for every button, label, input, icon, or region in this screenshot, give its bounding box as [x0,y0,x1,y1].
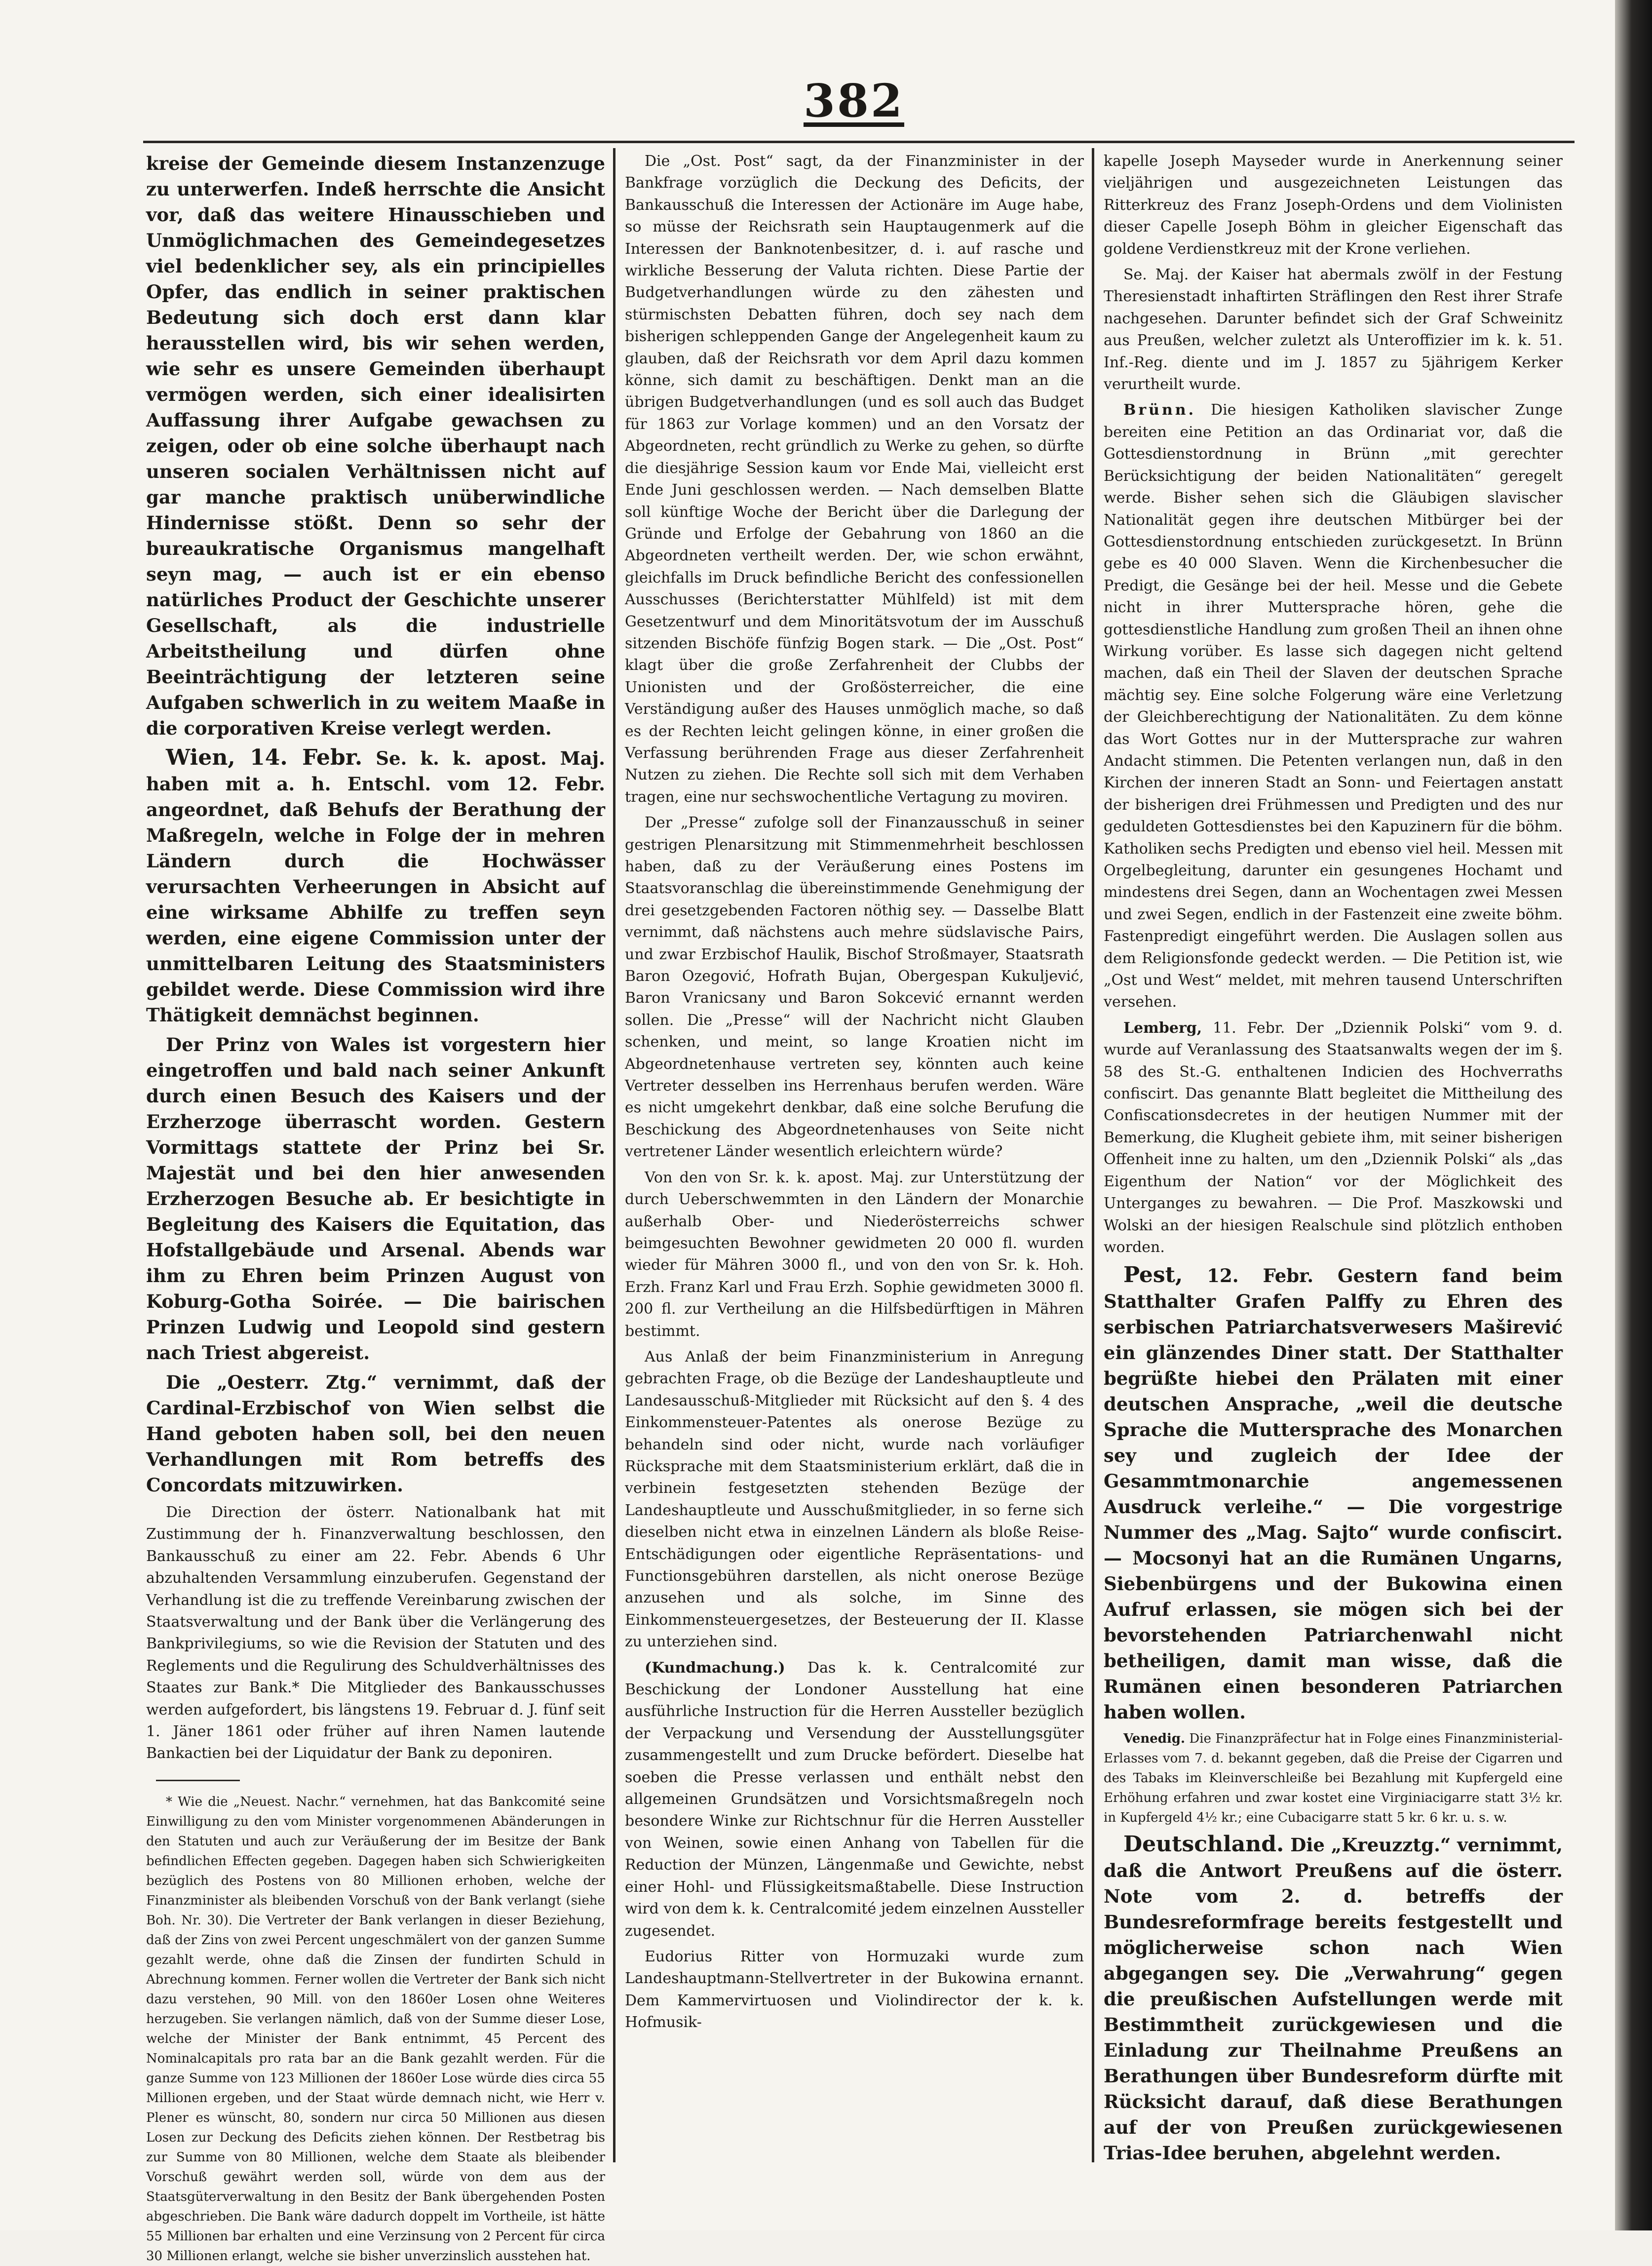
article-paragraph: Der Prinz von Wales ist vorgestern hier eingetroffen und bald nach seiner Ankunft durch einen Besuch des Kaisers und der Erzherzoge überrascht worden. Gestern Vormittags stattete der Prinz bei Sr. Majestät und bei den hier anwesenden Erzherzogen Besuche ab. Er besichtigte in Begleitung des Kaisers die Equitation, das Hofstallgebäude und Arsenal. Abends war ihm zu Ehren beim Prinzen August von Koburg-Gotha Soirée. — Die bairischen Prinzen Ludwig und Leopold sind gestern nach Triest abgereist. [146,1034,605,1364]
article-paragraph: Von den von Sr. k. k. apost. Maj. zur Unterstützung der durch Ueberschwemmten in den Ländern der Monarchie außerhalb Ober- und Niederösterreichs schwer beimgesuchten Bewohner gewidmeten 20 000 fl. wurden wieder für Mähren 3000 fl., und von den von Sr. k. Hoh. Erzh. Franz Karl und Frau Erzh. Sophie gewidmeten 3000 fl. 200 fl. zur Vertheilung an die Hilfsbedürftigen in Mähren bestimmt. [625,1169,1084,1340]
article-paragraph [1104,1017,1563,1258]
paragraph-text: Die Finanzpräfectur hat in Folge eines Finanzministerial-Erlasses vom 7. d. bekannt gegeben, daß die Preise der Cigarren und des Tabaks im Kleinverschleiße bei Bezahlung mit Kupfergeld eine Erhöhung erfahren und zwar kostet eine Virginiacigarre statt 3½ kr. in Kupfergeld 4½ kr.; eine Cubacigarre statt 5 kr. 6 kr. u. s. w. [1104,1731,1563,1826]
page-edge-shadow [1615,0,1652,2230]
paragraph-text: 12. Febr. Gestern fand beim Statthalter Grafen Palffy zu Ehren des serbischen Patriarchatsverwesers Maširević ein glänzendes Diner statt. Der Statthalter begrüßte hiebei den Prälaten mit einer deutschen Ansprache, „weil die deutsche Sprache die Muttersprache des Monarchen sey und zugleich der Idee der Gesammtmonarchie angemessenen Ausdruck verleihe.“ — Die vorgestrige Nummer des „Mag. Sajto“ wurde confiscirt. — Mocsonyi hat an die Rumänen Ungarns, Siebenbürgens und der Bukowina einen Aufruf erlassen, sie mögen sich bei der bevorstehenden Patriarchenwahl nicht betheiligen, damit man wisse, daß die Rumänen einen besonderen Patriarchen haben wollen. [1104,1265,1563,1723]
paragraph-text: Se. k. k. apost. Maj. haben mit a. h. Entschl. vom 12. Febr. angeordnet, daß Behufs der Berathung der Maßregeln, welche in Folge der in mehren Ländern durch die Hochwässer verursachten Verheerungen in Absicht auf eine wirksame Abhilfe zu treffen seyn werden, eine eigene Commission unter der unmittelbaren Leitung des Staatsministers gebildet werde. Diese Commission wird ihre Thätigkeit demnächst beginnen. [146,747,606,1026]
kundmachung-lead: (Kundmachung.) [645,1659,785,1677]
dateline-pest: Pest, [1123,1262,1183,1288]
footnote: * Wie die „Neuest. Nachr.“ vernehmen, hat das Bankcomité seine Einwilligung zu den vom Minister vorgenommenen Abänderungen in den Statuten und auch zur Veräußerung der im Besitze der Bank befindlichen Effecten gegeben. Dagegen haben sich Schwierigkeiten bezüglich des Postens von 80 Millionen erhoben, welche der Finanzminister als bleibenden Vorschuß von der Bank verlangt (siehe Boh. Nr. 30). Die Vertreter der Bank verlangen in dieser Beziehung, daß der Zins von zwei Percent ungeschmälert von der ganzen Summe gezahlt werde, ohne daß die Zinsen der fundirten Schuld in Abrechnung kommen. Ferner wollen die Vertreter der Bank sich nicht dazu verstehen, 90 Mill. von den 1860er Losen ohne Weiteres herzugeben. Sie verlangen nämlich, daß von der Summe dieser Lose, welche der Minister der Bank entnimmt, 45 Percent des Nominalcapitals pro rata bar an die Bank gezahlt werden. Für die ganze Summe von 123 Millionen der 1860er Lose würde dies circa 55 Millionen ergeben, und der Staat würde demnach nicht, wie Herr v. Plener es wünscht, 80, sondern nur circa 50 Millionen aus diesen Losen zur Deckung des Deficits ziehen können. Der Restbetrag bis zur Summe von 80 Millionen, welche dem Staate als bleibender Vorschuß gewährt werden soll, würde von dem aus der Staatsgüterverwaltung in den Besitz der Bank übergehenden Posten abgeschrieben. Die Bank wäre dadurch doppelt im Vortheile, ist hätte 55 Millionen bar erhalten und eine Verzinsung von 2 Percent für circa 30 Millionen erlangt, welche sie bisher unverzinslich ausstehen hat. [146,1794,605,2264]
article-paragraph: Die Direction der österr. Nationalbank hat mit Zustimmung der h. Finanzverwaltung beschlossen, den Bankausschuß zu einer am 22. Febr. Abends 6 Uhr abzuhaltenden Versammlung einzuberufen. Gegenstand der Verhandlung ist die zu treffende Vereinbarung zwischen der Staatsverwaltung und der Bank über die Verlängerung des Bankprivilegiums, so wie die Revision der Statuten und des Reglements und die Regulirung des Schuldverhältnisses des Staates zur Bank.* Die Mitglieder des Bankausschusses werden aufgefordert, bis längstens 19. Februar d. J. fünf seit 1. Jäner 1861 oder früher auf ihren Namen lautende Bankactien bei der Liquidatur der Bank zu deponiren. [146,1504,605,1762]
paragraph-text: Das k. k. Centralcomité zur Beschickung der Londoner Ausstellung hat eine ausführliche Instruction für die Herren Aussteller bezüglich der Verpackung und Versendung der Ausstellungsgüter zusammengestellt und zum Drucke befördert. Dieselbe hat soeben die Presse verlassen und enthält nebst den allgemeinen Grundsätzen und Vorsichtsmaßregeln noch besondere Winke zur Richtschnur für die Herren Aussteller von Weinen, sowie einen Anhang von Tabellen für die Reduction der Münzen, Längenmaße und Gewichte, nebst einer Hohl- und Flüssigkeitsmaßtabelle. Diese Instruction wird von dem k. k. Centralcomité jedem einzelnen Aussteller zugesendet. [625,1659,1084,1940]
column-2 [625,151,1084,2170]
article-paragraph: Eudorius Ritter von Hormuzaki wurde zum Landeshauptmann-Stellvertreter in der Bukowina ernannt. Dem Kammervirtuosen und Violindirector der k. k. Hofmusik- [625,1948,1084,2032]
article-paragraph [1104,399,1563,1013]
article-paragraph: Die „Oesterr. Ztg.“ vernimmt, daß der Cardinal-Erzbischof von Wien selbst die Hand geboten haben soll, bei den neuen Verhandlungen mit Rom betreffs des Concordats mitzuwirken. [146,1371,605,1496]
article-paragraph [1104,1262,1563,1725]
article-paragraph [1104,1729,1563,1828]
column-1 [146,151,606,2264]
section-deutschland: Deutschland. [1123,1832,1284,1857]
article-paragraph: Die „Ost. Post“ sagt, da der Finanzminister in der Bankfrage vorzüglich die Deckung des Deficits, der Bankausschuß die Interessen der Actionäre im Auge habe, so müsse der Reichsrath sein Hauptaugenmerk auf die Interessen der Banknotenbesitzer, d. i. auf rasche und wirkliche Besserung der Valuta richten. Diese Partie der Budgetverhandlungen würde zu den zähesten und stürmischsten Debatten führen, doch sey nach dem bisherigen schleppenden Gange der Angelegenheit kaum zu glauben, daß der Reichsrath vor dem April dazu kommen könne, sich damit zu beschäftigen. Denkt man an die übrigen Budgetverhandlungen (und es soll auch das Budget für 1863 zur Vorlage kommen) und an den Vorsatz der Abgeordneten, recht gründlich zu Werke zu gehen, so dürfte die diesjährige Session kaum vor Ende Mai, vielleicht erst Ende Juni geschlossen werden. — Nach demselben Blatte soll künftige Woche der Bericht über die Darlegung der Gründe und Erfolge der Gebahrung von 1860 an die Abgeordneten vertheilt werden. Der, wie schon erwähnt, gleichfalls im Druck befindliche Bericht des confessionellen Ausschusses (Berichterstatter Mühlfeld) ist mit dem Gesetzentwurf und dem Minoritätsvotum der im Ausschuß sitzenden Bischöfe fünfzig Bogen stark. — Die „Ost. Post“ klagt über die große Zerfahrenheit der Clubbs der Unionisten und der Großösterreicher, die eine Verständigung außer des Hauses unmöglich mache, so daß es der Rechten leicht gelingen könne, in einer großen die Verfassung berührenden Frage aus dieser Zerfahrenheit Nutzen zu ziehen. Die Rechte soll sich mit dem Verhaben tragen, eine nur sechswochentliche Vertagung zu moviren. [625,153,1084,806]
article-paragraph: Se. Maj. der Kaiser hat abermals zwölf in der Festung Theresienstadt inhaftirten Sträflingen den Rest ihrer Strafe nachgesehen. Darunter befindet sich der Graf Schweinitz aus Preußen, welcher zuletzt als Unteroffizier im k. k. 51. Inf.-Reg. diente und im J. 1857 zu 5jährigem Kerker verurtheilt wurde. [1104,266,1563,393]
article-paragraph: kapelle Joseph Mayseder wurde in Anerkennung seiner vieljährigen und ausgezeichneten Leistungen das Ritterkreuz des Franz Joseph-Ordens und dem Violinisten dieser Capelle Joseph Böhm in gleicher Eigenschaft das goldene Verdienstkreuz mit der Krone verliehen. [1104,153,1563,258]
article-paragraph [146,745,605,1028]
paragraph-text: 11. Febr. Der „Dziennik Polski“ vom 9. d. wurde auf Veranlassung des Staatsanwalts wegen der im §. 58 des St.-G. enthaltenen Indicien des Hochverraths confiscirt. Das genannte Blatt begleitet die Mittheilung des Confiscationsdecretes in der heutigen Nummer mit der Bemerkung, die Klugheit gebiete ihm, mit seiner bisherigen Offenheit inne zu halten, um den „Dziennik Polski“ als „das Eigenthum der Nation“ vor der Möglichkeit des Unterganges zu bewahren. — Die Prof. Maszkowski und Wolski an der hiesigen Realschule sind plötzlich enthoben worden. [1104,1019,1563,1256]
article-paragraph: Aus Anlaß der beim Finanzministerium in Anregung gebrachten Frage, ob die Bezüge der Landeshauptleute und Landesausschuß-Mitglieder mit Rücksicht auf den §. 4 des Einkommensteuer-Patentes als onerose Bezüge zu behandeln sind oder nicht, wurde nach vorläufiger Rücksprache mit dem Staatsministerium erklärt, daß die in verbinein festgesetzten stehenden Bezüge der Landeshauptleute und Ausschußmitglieder, in so ferne sich dieselben nicht etwa in einzelnen Ländern als bloße Reise-Entschädigungen oder eigentliche Repräsentations- und Functionsgebühren darstellen, als nicht onerose Bezüge anzusehen und als solche, im Sinne des Einkommensteuergesetzes, der Besteuerung der II. Klasse zu unterziehen sind. [625,1348,1084,1651]
page-number: 382 [803,74,905,127]
article-paragraph: Der „Presse“ zufolge soll der Finanzausschuß in seiner gestrigen Plenarsitzung mit Stimmenmehrheit beschlossen haben, daß zu der Veräußerung eines Postens im Staatsvoranschlag die übereinstimmende Genehmigung der drei gesetzgebenden Factoren nöthig sey. — Dasselbe Blatt vernimmt, daß nächstens auch mehre südslavische Pairs, und zwar Erzbischof Haulik, Bischof Stroßmayer, Staatsrath Baron Ozegović, Hofrath Bujan, Obergespan Kukuljević, Baron Vranicsany und Baron Sokcević ernannt werden sollen. Die „Presse“ will der Nachricht nicht Glauben schenken, und meint, so lange Kroatien nicht im Abgeordnetenhause vertreten sey, könnten auch keine Vertreter desselben ins Herrenhaus berufen werden. Wäre es nicht umgekehrt denkbar, daß eine solche Berufung die Beschickung des Abgeordnetenhauses von Seite nicht vertretener Länder wesentlich erleichtern würde? [625,814,1084,1161]
dateline-wien: Wien, 14. Febr. [166,745,363,770]
dateline-venedig: Venedig. [1123,1731,1186,1747]
paragraph-text: Die „Kreuzztg.“ vernimmt, daß die Antwort Preußens auf die österr. Note vom 2. d. betreffs der Bundesreformfrage bereits festgestellt und möglicherweise schon nach Wien abgegangen sey. Die „Verwahrung“ gegen die preußischen Aufstellungen werde mit Bestimmtheit zurückgewiesen und die Einladung zur Theilnahme Preußens an Berathungen über Bundesreform dürfte mit Rücksicht darauf, daß diese Berathungen auf der von Preußen zurückgewiesenen Trias-Idee beruhen, abgelehnt werden. [1104,1834,1563,2164]
column-rule-1 [613,148,615,2162]
article-paragraph [625,1657,1084,1942]
paragraph-text: Die hiesigen Katholiken slavischer Zunge bereiten eine Petition an das Ordinariat vor, daß die Gottesdienstordnung in Brünn „mit gerechter Berücksichtigung der beiden Nationalitäten“ geregelt werde. Bisher sehen sich die Gläubigen slavischer Nationalität gegen ihre deutschen Mitbürger bei der Gottesdienstordnung entschieden zurückgesetzt. In Brünn gebe es 40 000 Slaven. Wenn die Kirchenbesucher die Predigt, die Gesänge bei der heil. Messe und die Gebete nicht in ihrer Muttersprache hören, gehe die gottesdienstliche Handlung zum großen Theil an ihnen ohne Wirkung vorüber. Es lasse sich dagegen nicht geltend machen, daß ein Theil der Slaven der deutschen Sprache mächtig sey. Eine solche Folgerung wäre eine Verletzung der Gleichberechtigung der Nationalitäten. Zu dem könne das Wort Gottes nur in der Muttersprache zur wahren Andacht stimmen. Die Petenten verlangen nun, daß in den Kirchen der inneren Stadt an Sonn- und Feiertagen anstatt der bisherigen drei Frühmessen und Predigten und des nur geduldeten Gottesdienstes bei den Kapuzinern für die böhm. Katholiken sechs Predigten und ebenso viel heil. Messen mit Orgelbegleitung, darunter ein gesungenes Hochamt und mindestens drei Segen, dann an Wochentagen zwei Messen und zwei Segen, endlich in der Fastenzeit eine zweite böhm. Fastenpredigt eingeführt werden. Die Auslagen sollen aus dem Religionsfonde gedeckt werden. — Die Petition ist, wie „Ost und West“ meldet, mit mehren tausend Unterschriften versehen. [1104,401,1563,1011]
header-rule [143,141,1575,143]
dateline-bruenn: Brünn. [1123,401,1196,419]
column-rule-2 [1092,148,1094,2162]
article-paragraph [1104,1832,1563,2166]
article-paragraph: kreise der Gemeinde diesem Instanzenzuge zu unterwerfen. Indeß herrschte die Ansicht vor, daß das weitere Hinausschieben und Unmöglichmachen des Gemeindegesetzes viel bedenklicher sey, als ein principielles Opfer, das endlich in seiner praktischen Bedeutung sich doch erst dann klar herausstellen wird, bis wir sehen werden, wie sehr es unsere Gemeinden überhaupt vermögen werden, sich einer idealisirten Auffassung ihrer Aufgabe gewachsen zu zeigen, oder ob eine solche überhaupt nach unseren socialen Verhältnissen nicht auf gar manche praktisch unüberwindliche Hindernisse stößt. Denn so sehr der bureaukratische Organismus mangelhaft seyn mag, — auch ist er ein ebenso natürliches Product der Geschichte unserer Gesellschaft, als die industrielle Arbeitstheilung und dürfen ohne Beeinträchtigung der letzteren seine Aufgaben schwerlich in zu weitem Maaße in die corporativen Kreise verlegt werden. [146,153,605,739]
footnote-rule [156,1780,240,1781]
column-3 [1104,151,1563,2170]
dateline-lemberg: Lemberg, [1123,1019,1202,1037]
